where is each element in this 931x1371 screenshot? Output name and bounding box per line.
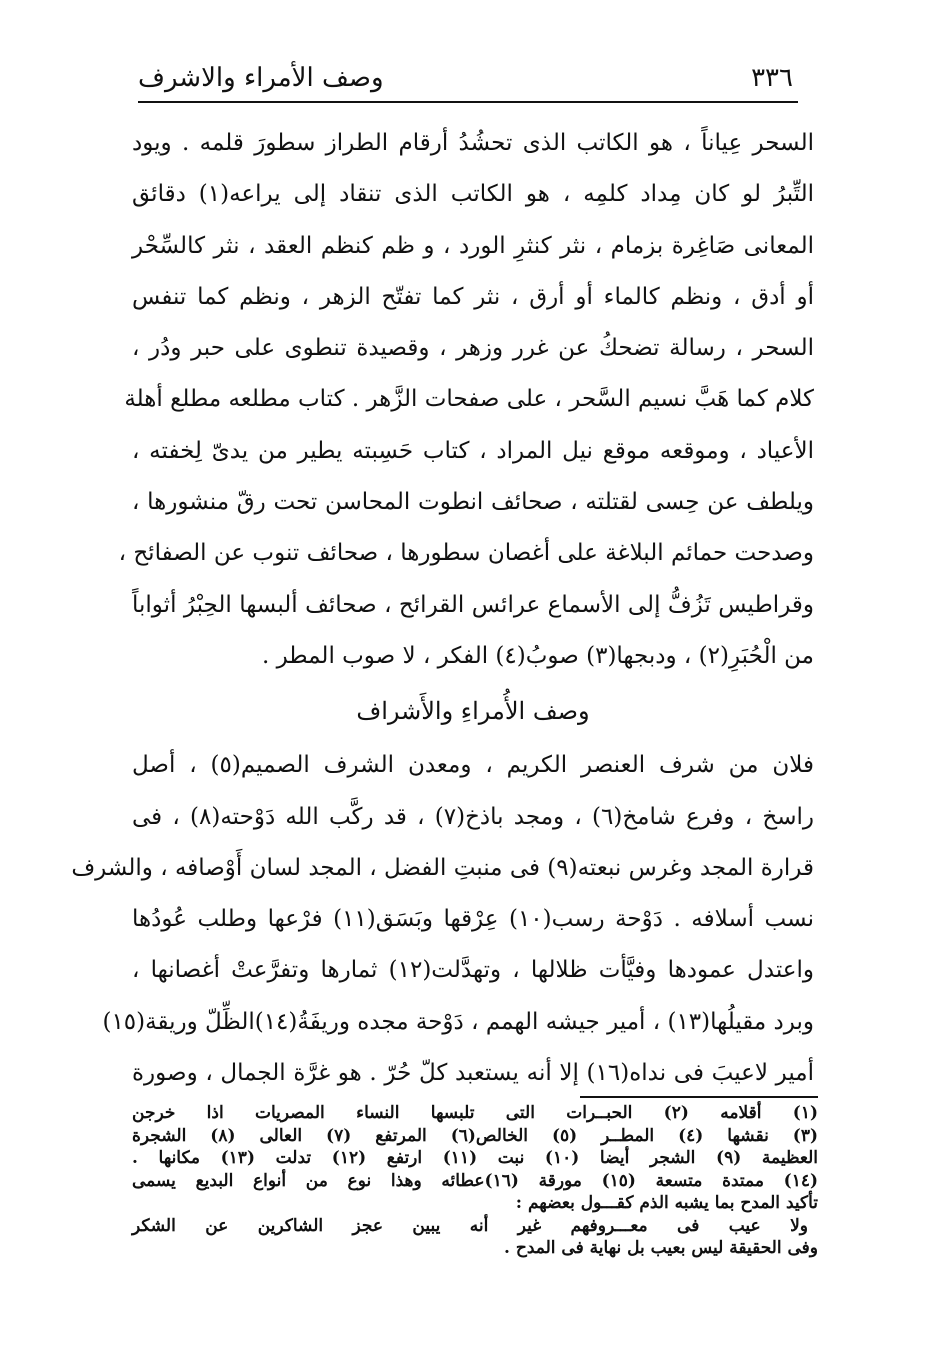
footnote-line: (١٤) ممتدة متسعة (١٥) مورقة (١٦)عطائه وهذا نوع من أنواع البديع يسمى (132, 1170, 819, 1191)
text-line: قرارة المجد وغرس نبعته(٩) فى منبتِ الفضل ، المجد لسان أَوْصافه ، والشرف (71, 854, 814, 881)
footnote-line: تأكيد المدح بما يشبه الذم كقـــول بعضهم : (515, 1193, 818, 1213)
text-line: راسخ ، وفرع شامخ(٦) ، ومجد باذخ(٧) ، قد ركَّب الله دَوْحته(٨) ، فى (132, 803, 814, 830)
text-line: التِّبرُ لو كان مِداد كلمِه ، هو الكاتب الذى تنقاد إلى يراعه(١) دقائق (132, 181, 814, 208)
footnote-line: (١) أقلامه (٢) الحبــرات التى تلبسها النساء المصريات اذا خرجن (132, 1103, 819, 1123)
footnotes (132, 1102, 818, 1260)
footnote-line: (٣) نقشها (٤) المطــر (٥) الخالص(٦) المرتفع (٧) العالى (٨) الشجرة (132, 1125, 818, 1146)
text-line: أو أدق ، ونظم كالماء أو أرق ، نثر كما تفتّح الزهر ، ونظم كما تنفس (132, 283, 814, 310)
text-line: وبرد مقيلُها(١٣) ، أمير جيشه الهمم ، دَوْحة مجده وريفَةُ(١٤)الظِّلّ وريقة(١٥) (102, 1008, 814, 1035)
text-line: السحر عِياناً ، هو الكاتب الذى تحشُدُ أرقام الطراز سطورَ قلمه . ويود (132, 130, 814, 156)
text-line: وصدحت حمائم البلاغة على أغصان سطورها ، صحائف تنوب عن الصفائح ، (118, 540, 814, 567)
text-line: نسب أسلافه . دَوْحة رسب(١٠) عِرْقها وبَسَق(١١) فرْعها وطلب عُودُها (132, 906, 814, 933)
footnote-verse: ولا عيب فى معـــروفهم غير أنه يبين عجز الشاكرين عن الشكر (132, 1215, 808, 1236)
footnote-rule (580, 1096, 818, 1098)
body-text (71, 118, 814, 1099)
running-title: وصف الأمراء والاشرف (138, 63, 384, 93)
running-header (138, 60, 793, 96)
text-line: وقراطيس تَزُفُّ إلى الأسماع عرائس القرائح ، صحائف ألبسها الحِبْرُ أثواباً (132, 591, 814, 618)
text-line: من الْحُبَرِ(٢) ، ودبجها(٣) صوبُ(٤) الفكر ، لا صوب المطر . (261, 642, 814, 669)
section-heading: وصف الأُمراءِ والأَشراف (356, 697, 590, 726)
text-line: أمير لاعيبَ فى نداه(١٦) إلا أنه يستعبد كلّ حُرّ . هو غرَّة الجمال ، وصورة (132, 1060, 814, 1087)
text-line: كلام كما هَبَّ نسيم السَّحر ، على صفحات الزَّهر . كتاب مطلعه مطلع أهلة (124, 386, 814, 413)
text-line: المعانى صَاغِرة بزمام ، نثر كنثرِ الورد ، و ظم كنظم العقد ، نثر كالسِّحْر (132, 232, 814, 259)
text-line: فلان من شرف العنصر الكريم ، ومعدن الشرف الصميم(٥) ، أصل (132, 752, 814, 779)
header-rule (138, 101, 798, 103)
footnote-line: وفى الحقيقة ليس بعيب بل نهاية فى المدح . (504, 1238, 818, 1258)
page-number: ٣٣٦ (751, 63, 793, 93)
footnote-line: العظيمة (٩) الشجر أيضا (١٠) نبت (١١) ارتفع (١٢) تدلت (١٣) مكانها . (132, 1148, 819, 1168)
text-line: ويلطف عن حِسى لقتلته ، صحائف انطوت المحاسن تحت رقّ منشورها ، (132, 489, 814, 516)
text-line: واعتدل عمودها وفيَّأت ظلالها ، وتهدَّلت(١٢) ثمارها وتفرَّعتْ أغصانها ، (132, 957, 814, 984)
text-line: الأعياد ، وموقعه موقع نيل المراد ، كتاب حَسِبته يطير من يدىّ لِخفته ، (132, 437, 814, 464)
text-line: السحر ، رسالة تضحكُ عن غرر وزهر ، وقصيدة تنطوى على حبر ودُر ، (132, 335, 814, 362)
